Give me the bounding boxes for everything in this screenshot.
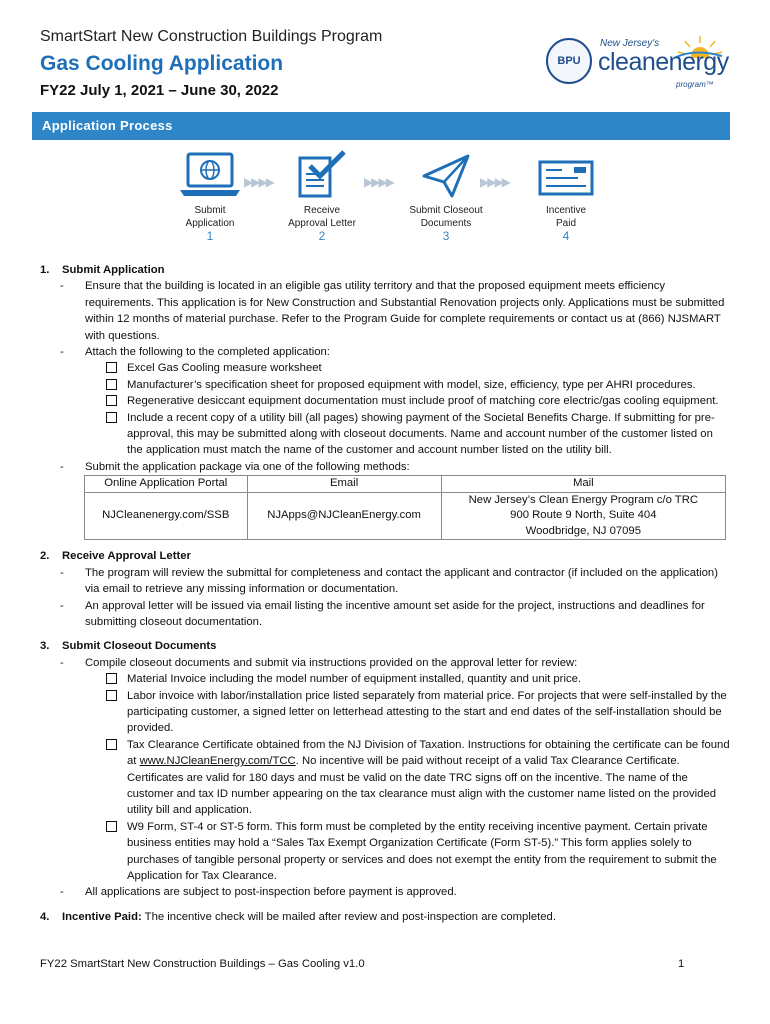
checkbox[interactable] <box>106 739 117 750</box>
email-link[interactable]: NJApps@NJCleanEnergy.com <box>247 492 441 540</box>
checklist-item: Tax Clearance Certificate obtained from the NJ Division of Taxation. Instructions for obtaining the certificate can be found at www.NJCleanEnergy.com/TCC. No incentive will be paid without receipt of a valid Tax Clearance Certificate. Certificates are valid for 180 days and must be valid on the date TRC signs off on the incentive. The name of the customer and tax ID number appearing on the tax clearance must align with the customer name listed on the provided utility bill and application. <box>40 737 730 819</box>
section-heading-2: 2. Receive Approval Letter <box>40 550 191 563</box>
checklist-item: Labor invoice with labor/installation price listed separately from material price. For projects that were self-installed by the participating customer, a signed letter on letterhead attesting to the start and end dates of the self-installation should be provided. <box>40 688 730 737</box>
list-item: - Compile closeout documents and submit via instructions provided on the approval letter for review: <box>60 656 578 669</box>
check-payment-icon <box>538 158 594 198</box>
page-title: Gas Cooling Application <box>40 52 284 75</box>
table-header: Email <box>247 476 441 493</box>
process-steps <box>160 150 620 250</box>
checked-document-icon <box>296 150 348 198</box>
step-receive-approval <box>272 150 372 242</box>
submission-methods-table <box>84 475 726 540</box>
bpu-seal: BPU <box>546 38 592 84</box>
checklist-item: Include a recent copy of a utility bill (all pages) showing payment of the Societal Benefits Charge. If submitting for pre-approval, this may be submitted along with closeout documents. Name and account number of the customer listed on the application must match the name of the customer and account number listed on the utility bill. <box>40 410 730 459</box>
step-incentive-paid <box>516 150 616 242</box>
list-item: - All applications are subject to post-inspection before payment is approved. <box>60 886 457 899</box>
chevron-arrows-icon: ▶▶▶▶ <box>480 175 509 189</box>
program-name: SmartStart New Construction Buildings Program <box>40 28 383 45</box>
list-item: - Ensure that the building is located in an eligible gas utility territory and that the proposed equipment meets efficiency requirements. This application is for New Construction and Substantial Renovation projects only. Applications must be submitted within 12 months of material purchase. Refer to the Program Guide for complete requirements or contact us at (866) NJSMART with questions. <box>60 280 725 342</box>
checklist-item: Manufacturer’s specification sheet for proposed equipment with model, size, efficiency, type per AHRI procedures. <box>40 377 730 393</box>
chevron-arrows-icon: ▶▶▶▶ <box>244 175 273 189</box>
step-label-4b: Paid <box>555 218 576 229</box>
checklist-item: Regenerative desiccant equipment documentation must include proof of matching core electric/gas cooling equipment. <box>40 393 730 409</box>
checkbox[interactable] <box>106 673 117 684</box>
checklist-item: Material Invoice including the model number of equipment installed, quantity and unit price. <box>40 671 730 687</box>
logo-program: program™ <box>676 80 714 89</box>
chevron-arrows-icon: ▶▶▶▶ <box>364 175 393 189</box>
portal-link[interactable]: NJCleanenergy.com/SSB <box>85 492 248 540</box>
list-item: - Submit the application package via one of the following methods: <box>60 460 410 473</box>
checkbox[interactable] <box>106 412 117 423</box>
step-number-3: 3 <box>442 229 450 243</box>
section-heading-3: 3. Submit Closeout Documents <box>40 640 217 653</box>
list-item: - The program will review the submittal for completeness and contact the applicant and contractor (if included on the application) via email to retrieve any missing information or documentation. <box>60 566 718 596</box>
checkbox[interactable] <box>106 690 117 701</box>
step-label-1a: Submit <box>194 205 226 216</box>
step-label-3a: Submit Closeout <box>409 205 483 216</box>
step-submit-application <box>160 150 260 242</box>
checklist-item: Excel Gas Cooling measure worksheet <box>40 360 730 376</box>
step-number-1: 1 <box>206 229 214 243</box>
list-item: - Attach the following to the completed application: <box>60 346 330 359</box>
checklist-item: W9 Form, ST-4 or ST-5 form. This form must be completed by the entity receiving incentive payment. Certain private business entities may hold a “Sales Tax Exempt Organization Certificate (Form ST-5).” This form applies solely to purchases of tangible personal property or services and does not exempt the entity from the requirement to submit the Application for Tax Clearance. <box>40 819 730 885</box>
checkbox[interactable] <box>106 362 117 373</box>
table-header: Mail <box>441 476 725 493</box>
step-submit-closeout <box>396 150 496 242</box>
page-header <box>40 28 540 99</box>
page-footer: FY22 SmartStart New Construction Buildings – Gas Cooling v1.0 <box>40 958 365 970</box>
section-heading-1: 1. Submit Application <box>40 264 165 276</box>
section-bar: Application Process <box>32 112 730 140</box>
instructions-body <box>40 262 730 925</box>
step-label-2b: Approval Letter <box>288 218 356 229</box>
step-label-1b: Application <box>185 218 235 229</box>
tcc-link[interactable]: www.NJCleanEnergy.com/TCC <box>139 755 296 768</box>
fiscal-year: FY22 July 1, 2021 – June 30, 2022 <box>40 82 279 99</box>
paper-plane-icon <box>422 154 470 198</box>
laptop-globe-icon <box>178 152 242 198</box>
step-number-4: 4 <box>562 229 570 243</box>
step-label-4a: Incentive <box>545 205 587 216</box>
step-label-2a: Receive <box>303 205 341 216</box>
logo-wordmark: cleanenergy <box>598 48 729 76</box>
step-number-2: 2 <box>318 229 326 243</box>
clean-energy-logo <box>546 34 729 94</box>
page-number: 1 <box>678 958 685 970</box>
logo-state: New Jersey's <box>600 38 660 49</box>
checkbox[interactable] <box>106 821 117 832</box>
section-heading-4: 4. Incentive Paid: The incentive check will be mailed after review and post-inspection are completed. <box>40 910 556 923</box>
step-label-3b: Documents <box>420 218 472 229</box>
list-item: - An approval letter will be issued via email listing the incentive amount set aside for the project, instructions and deadlines for submitting closeout documentation. <box>60 599 705 628</box>
table-header: Online Application Portal <box>85 476 248 493</box>
mail-address: New Jersey’s Clean Energy Program c/o TRC 900 Route 9 North, Suite 404 Woodbridge, NJ 07095 <box>441 492 725 540</box>
checkbox[interactable] <box>106 379 117 390</box>
checkbox[interactable] <box>106 395 117 406</box>
